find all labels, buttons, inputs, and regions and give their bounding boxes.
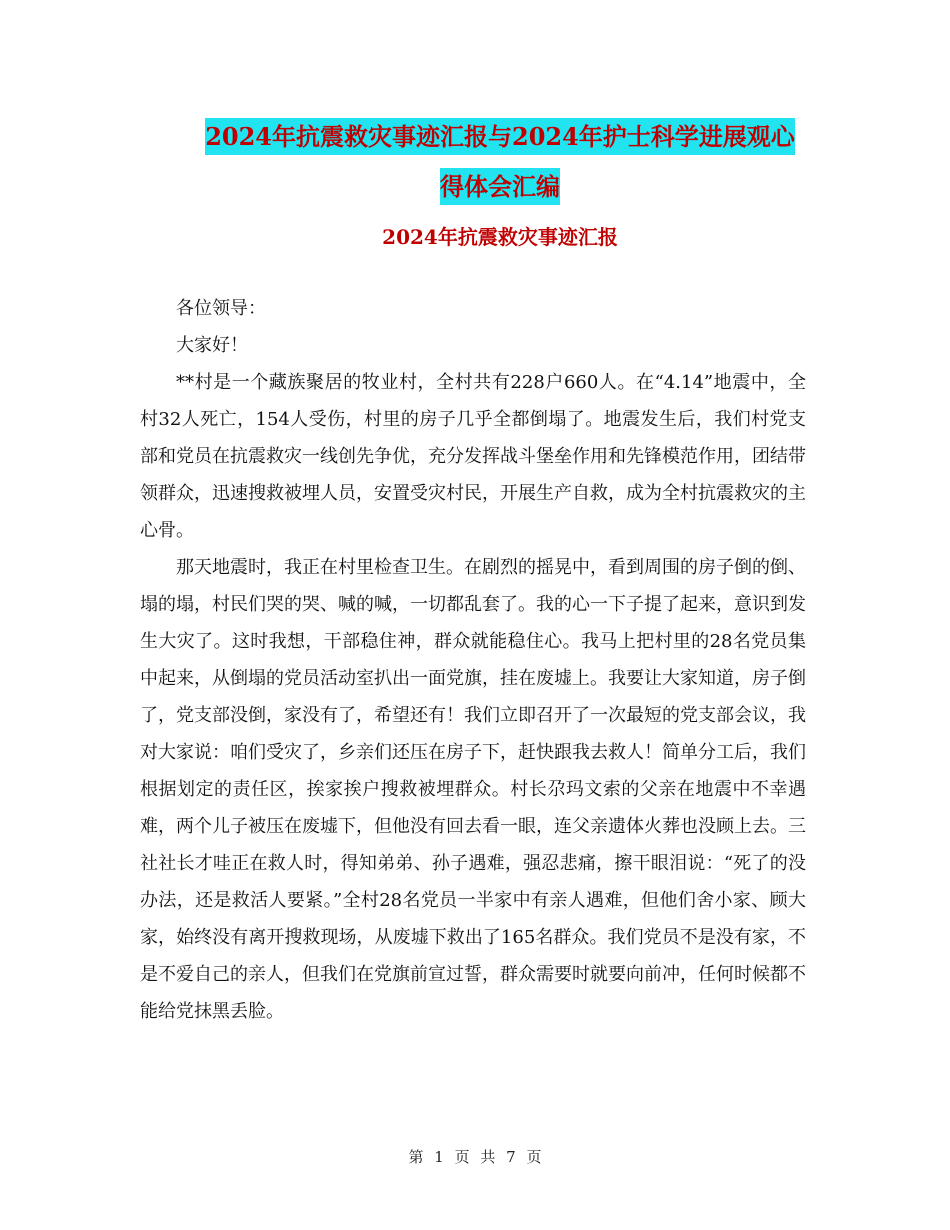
- document-title-line-1: 2024年抗震救灾事迹汇报与2024年护士科学进展观心: [205, 118, 795, 155]
- body-paragraph: **村是一个藏族聚居的牧业村，全村共有228户660人。在“4.14”地震中，全村32人死亡，154人受伤，村里的房子几乎全都倒塌了。地震发生后，我们村党支部和党员在抗震救灾一线创先争优，充分发挥战斗堡垒作用和先锋模范作用，团结带领群众，迅速搜救被埋人员，安置受灾村民，开展生产自救，成为全村抗震救灾的主心骨。: [140, 372, 806, 541]
- body-paragraph: 那天地震时，我正在村里检查卫生。在剧烈的摇晃中，看到周围的房子倒的倒、塌的塌，村民们哭的哭、喊的喊，一切都乱套了。我的心一下子提了起来，意识到发生大灾了。这时我想，干部稳住神，群众就能稳住心。我马上把村里的28名党员集中起来，从倒塌的党员活动室扒出一面党旗，挂在废墟上。我要让大家知道，房子倒了，党支部没倒，家没有了，希望还有！我们立即召开了一次最短的党支部会议，我对大家说：咱们受灾了，乡亲们还压在房子下，赶快跟我去救人！简单分工后，我们根据划定的责任区，挨家挨户搜救被埋群众。村长尕玛文索的父亲在地震中不幸遇难，两个儿子被压在废墟下，但他没有回去看一眼，连父亲遗体火葬也没顾上去。三社社长才哇正在救人时，得知弟弟、孙子遇难，强忍悲痛，擦干眼泪说：“死了的没办法，还是救活人要紧。”全村28名党员一半家中有亲人遇难，但他们舍小家、顾大家，始终没有离开搜救现场，从废墟下救出了165名群众。我们党员不是没有家，不是不爱自己的亲人，但我们在党旗前宣过誓，群众需要时就要向前冲，任何时候都不能给党抹黑丢脸。: [140, 557, 806, 1022]
- page-footer: 第 1 页 共 7 页: [408, 1148, 542, 1166]
- salutation: 各位领导：: [176, 298, 266, 319]
- document-title-line-2: 得体会汇编: [440, 168, 560, 205]
- document-title: [140, 112, 860, 212]
- document-body: [140, 290, 806, 1030]
- greeting: 大家好！: [176, 335, 248, 356]
- section-title: 2024年抗震救灾事迹汇报: [382, 225, 618, 249]
